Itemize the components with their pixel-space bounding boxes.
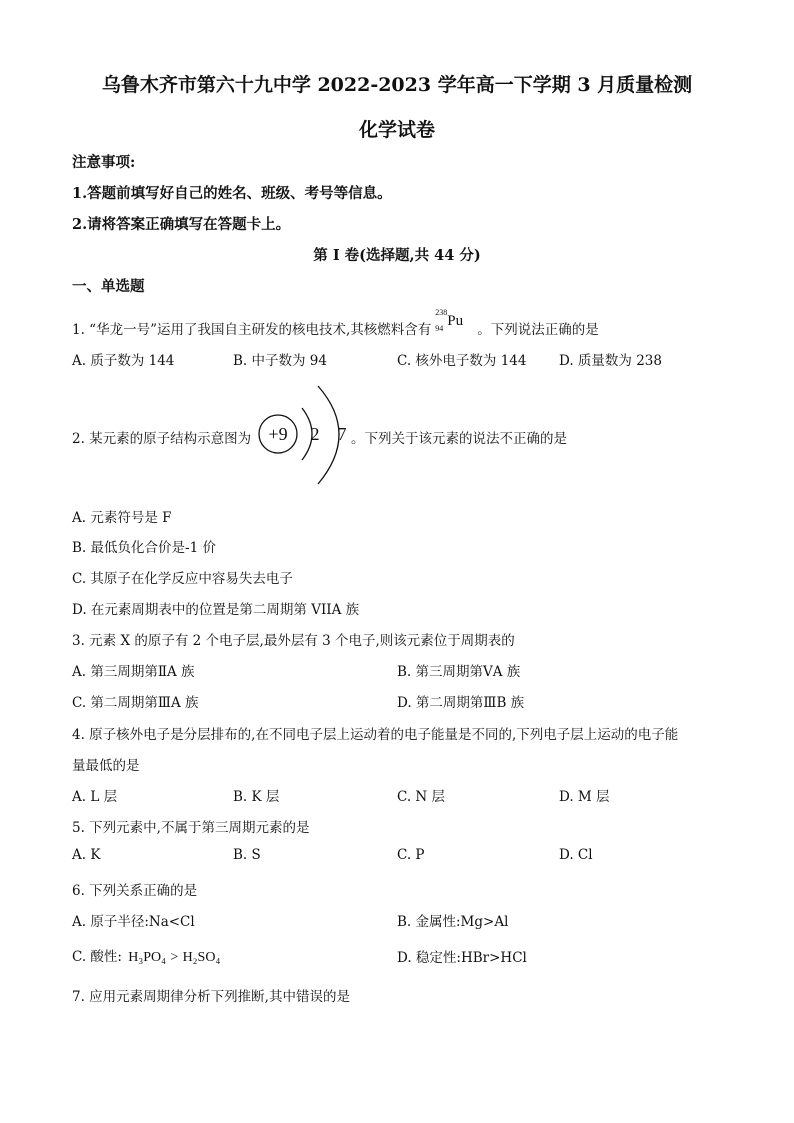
q5-option-d: D. Cl	[559, 847, 593, 863]
note-item-1: 1.答题前填写好自己的姓名、班级、考号等信息。	[72, 185, 392, 202]
question-5-stem: 5. 下列元素中,不属于第三周期元素的是	[72, 820, 310, 836]
nuclide-atomic: 94	[435, 324, 444, 333]
q6-option-b: B. 金属性:Mg>Al	[397, 914, 509, 930]
question-3-stem: 3. 元素 X 的原子有 2 个电子层,最外层有 3 个电子,则该元素位于周期表的	[72, 633, 515, 649]
q4-option-a: A. L 层	[72, 789, 118, 805]
q1-option-c: C. 核外电子数为 144	[397, 353, 527, 369]
part-heading: 一、单选题	[72, 278, 145, 295]
q2-option-d: D. 在元素周期表中的位置是第二周期第 VIIA 族	[72, 602, 360, 618]
question-4-stem-line2: 量最低的是	[72, 758, 140, 774]
q6-formula-right: H₂SO₄	[182, 950, 221, 965]
q3-option-d: D. 第二周期第ⅢB 族	[397, 695, 525, 711]
q6-option-c	[72, 945, 220, 966]
nuclide-notation	[431, 308, 477, 336]
question-4-stem-line1: 4. 原子核外电子是分层排布的,在不同电子层上运动着的电子能量是不同的,下列电子层上运动的电子能	[72, 727, 679, 743]
diagram-nucleus: +9	[268, 424, 288, 444]
q1-option-d: D. 质量数为 238	[559, 353, 662, 369]
q5-option-c: C. P	[397, 847, 425, 863]
q4-option-c: C. N 层	[397, 789, 446, 805]
q3-option-a: A. 第三周期第ⅡA 族	[72, 664, 195, 680]
q5-option-b: B. S	[233, 847, 261, 863]
question-2-stem-post: 。下列关于该元素的说法不正确的是	[351, 431, 567, 447]
nuclide-symbol: Pu	[447, 313, 464, 329]
atomic-structure-diagram	[256, 382, 356, 488]
question-2-stem-pre: 2. 某元素的原子结构示意图为	[72, 431, 252, 447]
q1-option-b: B. 中子数为 94	[233, 353, 327, 369]
question-7-stem: 7. 应用元素周期律分析下列推断,其中错误的是	[72, 989, 350, 1005]
q2-option-b: B. 最低负化合价是-1 价	[72, 540, 216, 556]
nuclide-mass: 238	[435, 308, 448, 317]
exam-title: 乌鲁木齐市第六十九中学 2022-2023 学年高一下学期 3 月质量检测	[101, 74, 693, 96]
question-1-stem	[72, 308, 599, 338]
volume-heading: 第 I 卷(选择题,共 44 分)	[313, 247, 481, 264]
q5-option-a: A. K	[72, 847, 101, 863]
question-6-stem: 6. 下列关系正确的是	[72, 883, 198, 899]
question-1-text: 1. “华龙一号”运用了我国自主研发的核电技术,其核燃料含有	[72, 322, 432, 338]
exam-subtitle: 化学试卷	[358, 119, 435, 141]
q6-option-d: D. 稳定性:HBr>HCl	[397, 950, 527, 966]
note-item-2: 2.请将答案正确填写在答题卡上。	[72, 216, 291, 233]
q4-option-d: D. M 层	[559, 789, 610, 805]
q3-option-c: C. 第二周期第ⅢA 族	[72, 695, 199, 711]
notes-heading: 注意事项:	[72, 154, 136, 171]
q1-option-a: A. 质子数为 144	[72, 353, 175, 369]
q3-option-b: B. 第三周期第ⅤA 族	[397, 664, 521, 680]
q2-option-a: A. 元素符号是 F	[72, 510, 172, 526]
q6-option-c-label: C. 酸性:	[72, 949, 122, 965]
diagram-shell-1: 2	[310, 424, 320, 444]
q6-formula-left: H₃PO₄	[128, 950, 167, 965]
q6-option-a: A. 原子半径:Na<Cl	[72, 914, 195, 930]
question-1-text-end: 。下列说法正确的是	[477, 322, 599, 338]
diagram-shell-2: 7	[337, 424, 347, 444]
q6-formula-op: >	[170, 950, 179, 965]
q2-option-c: C. 其原子在化学反应中容易失去电子	[72, 571, 293, 587]
q4-option-b: B. K 层	[233, 789, 280, 805]
